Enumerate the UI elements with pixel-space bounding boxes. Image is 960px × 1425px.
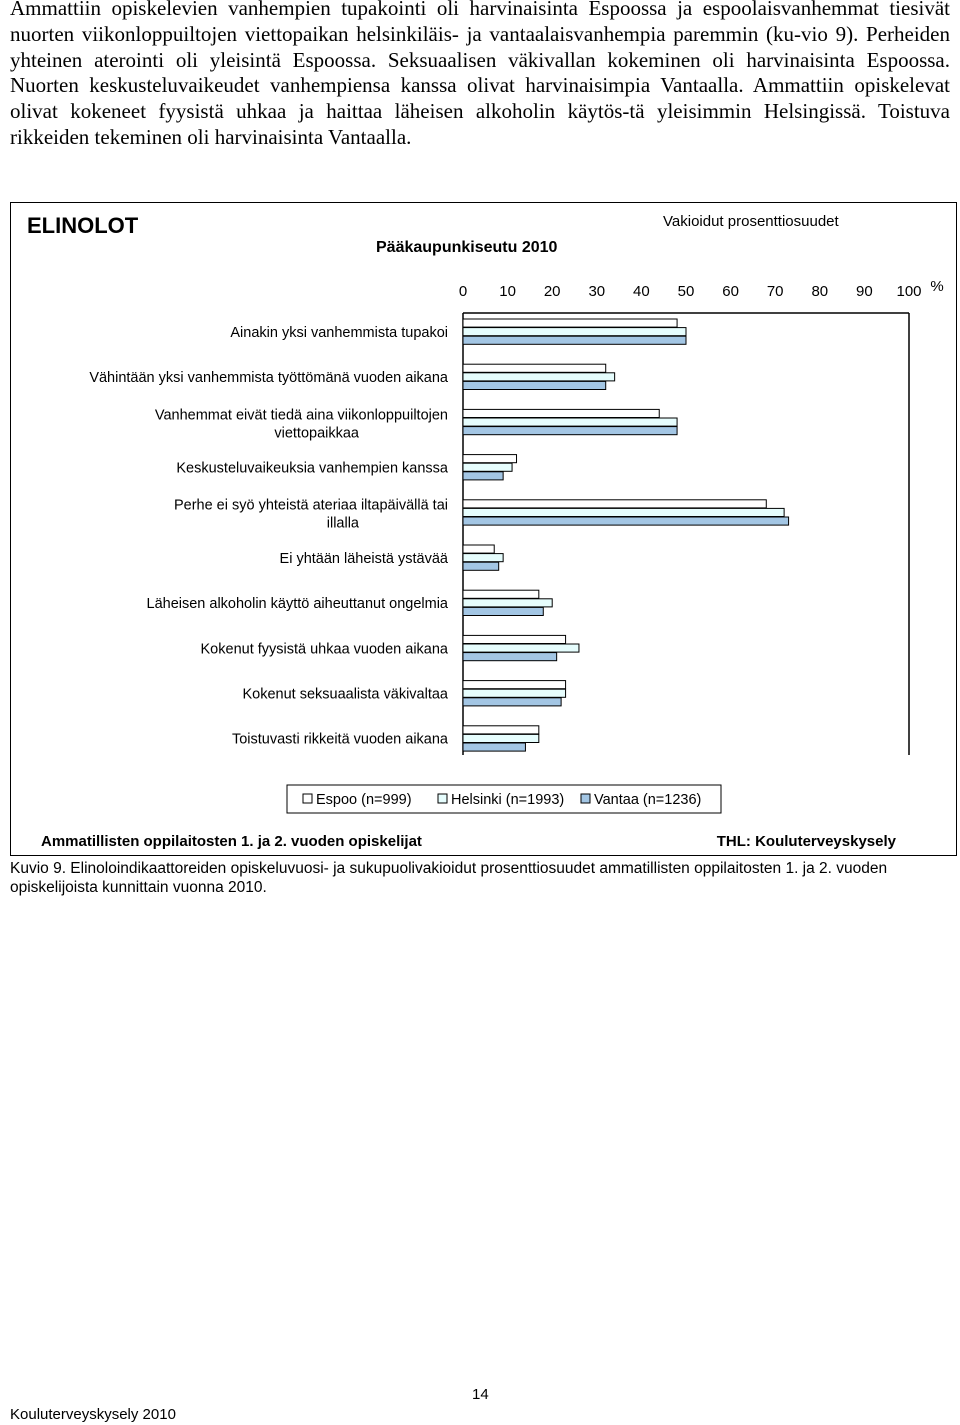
bar <box>463 517 789 525</box>
legend-swatch <box>303 794 312 803</box>
category-label: Toistuvasti rikkeitä vuoden aikana <box>231 731 448 748</box>
bar <box>463 545 494 553</box>
category-label: Kokenut fyysistä uhkaa vuoden aikana <box>200 641 448 658</box>
category-label: Kokenut seksuaalista väkivaltaa <box>242 686 448 703</box>
legend-swatch <box>581 794 590 803</box>
bar <box>463 635 566 643</box>
bar <box>463 607 543 615</box>
x-tick-label: 90 <box>856 283 873 300</box>
x-tick-label: 60 <box>722 283 739 300</box>
figure-footer-left: Ammatillisten oppilaitosten 1. ja 2. vuoden opiskelijat <box>41 833 422 850</box>
category-label: Vanhemmat eivät tiedä aina viikonloppuiltojen <box>154 407 448 424</box>
bar <box>463 508 784 516</box>
bar <box>463 427 677 435</box>
bar <box>463 562 499 570</box>
figure-box <box>10 202 957 856</box>
bar <box>463 409 659 417</box>
bar <box>463 734 539 742</box>
category-label: Perhe ei syö yhteistä ateriaa iltapäivällä tai <box>173 497 448 514</box>
x-tick-label: 20 <box>543 283 561 300</box>
figure-note: Vakioidut prosenttiosuudet <box>663 213 839 230</box>
figure-subtitle: Pääkaupunkiseutu 2010 <box>376 239 558 256</box>
page-footer: Kouluterveyskysely 2010 <box>10 1406 176 1423</box>
bar <box>463 554 503 562</box>
bar <box>463 743 525 751</box>
bar <box>463 336 686 344</box>
category-label: Läheisen alkoholin käyttö aiheuttanut ongelmia <box>146 596 448 613</box>
bar <box>463 653 557 661</box>
x-tick-label: 10 <box>499 283 516 300</box>
body-text: Ammattiin opiskelevien vanhempien tupakointi oli harvinaisinta Espoossa ja espoolaisvanhemmat tiesivät nuorten viikonloppuiltojen viettopaikan helsinkiläis- ja vantaalaisvanhempia paremmin (ku-vio 9). Perheiden yhteinen aterointi oli yleisintä Espoossa. Seksuaalisen väkivallan kokeminen oli harvinaisinta Espoossa. Nuorten keskusteluvaikeudet vanhempiensa kanssa olivat harvinaisimpia Vantaalla. Ammattiin opiskelevat olivat kokeneet fyysistä uhkaa ja haittaa läheisen alkoholin käytös-tä yleisimmin Helsingissä. Toistuva rikkeiden tekeminen oli harvinaisinta Vantaalla. <box>10 0 950 149</box>
category-label: Ainakin yksi vanhemmista tupakoi <box>230 324 448 341</box>
page-number: 14 <box>472 1386 489 1403</box>
x-tick-label: 40 <box>633 283 650 300</box>
bar <box>463 689 566 697</box>
legend-label: Helsinki (n=1993) <box>451 792 565 808</box>
bar <box>463 381 606 389</box>
category-label: Ei yhtään läheistä ystävää <box>279 550 448 567</box>
figure-caption: Kuvio 9. Elinoloindikaattoreiden opiskeluvuosi- ja sukupuolivakioidut prosenttiosuudet ammatillisten oppilaitosten 1. ja 2. vuoden opiskelijoista kunnittain vuonna 2010. <box>10 860 888 896</box>
legend-swatch <box>438 794 447 803</box>
category-label: Keskusteluvaikeuksia vanhempien kanssa <box>176 460 448 477</box>
category-label-cont: viettopaikkaa <box>274 425 359 442</box>
bar <box>463 590 539 598</box>
bar <box>463 463 512 471</box>
x-tick-label: 100 <box>896 283 922 300</box>
bar <box>463 681 566 689</box>
x-tick-label: 0 <box>458 283 468 300</box>
x-tick-label: 70 <box>766 283 784 300</box>
bar <box>463 418 677 426</box>
bar <box>463 373 615 381</box>
figure-footer-right: THL: Kouluterveyskysely <box>716 833 896 850</box>
bar <box>463 726 539 734</box>
bar <box>463 698 561 706</box>
bar <box>463 364 606 372</box>
legend-label: Vantaa (n=1236) <box>594 792 702 808</box>
bar <box>463 328 686 336</box>
x-tick-label: 30 <box>588 283 606 300</box>
x-unit-label: % <box>930 278 944 295</box>
figure-title: ELINOLOT <box>27 213 139 238</box>
body-paragraph <box>10 0 950 151</box>
bar <box>463 472 503 480</box>
bar <box>463 319 677 327</box>
bar <box>463 644 579 652</box>
x-tick-label: 80 <box>811 283 829 300</box>
legend-label: Espoo (n=999) <box>316 792 412 808</box>
category-label: Vähintään yksi vanhemmista työttömänä vuoden aikana <box>89 370 448 387</box>
category-label-cont: illalla <box>326 515 359 532</box>
bar <box>463 500 766 508</box>
bar <box>463 599 552 607</box>
bar-chart <box>11 203 956 823</box>
x-tick-label: 50 <box>677 283 695 300</box>
bar <box>463 455 517 463</box>
